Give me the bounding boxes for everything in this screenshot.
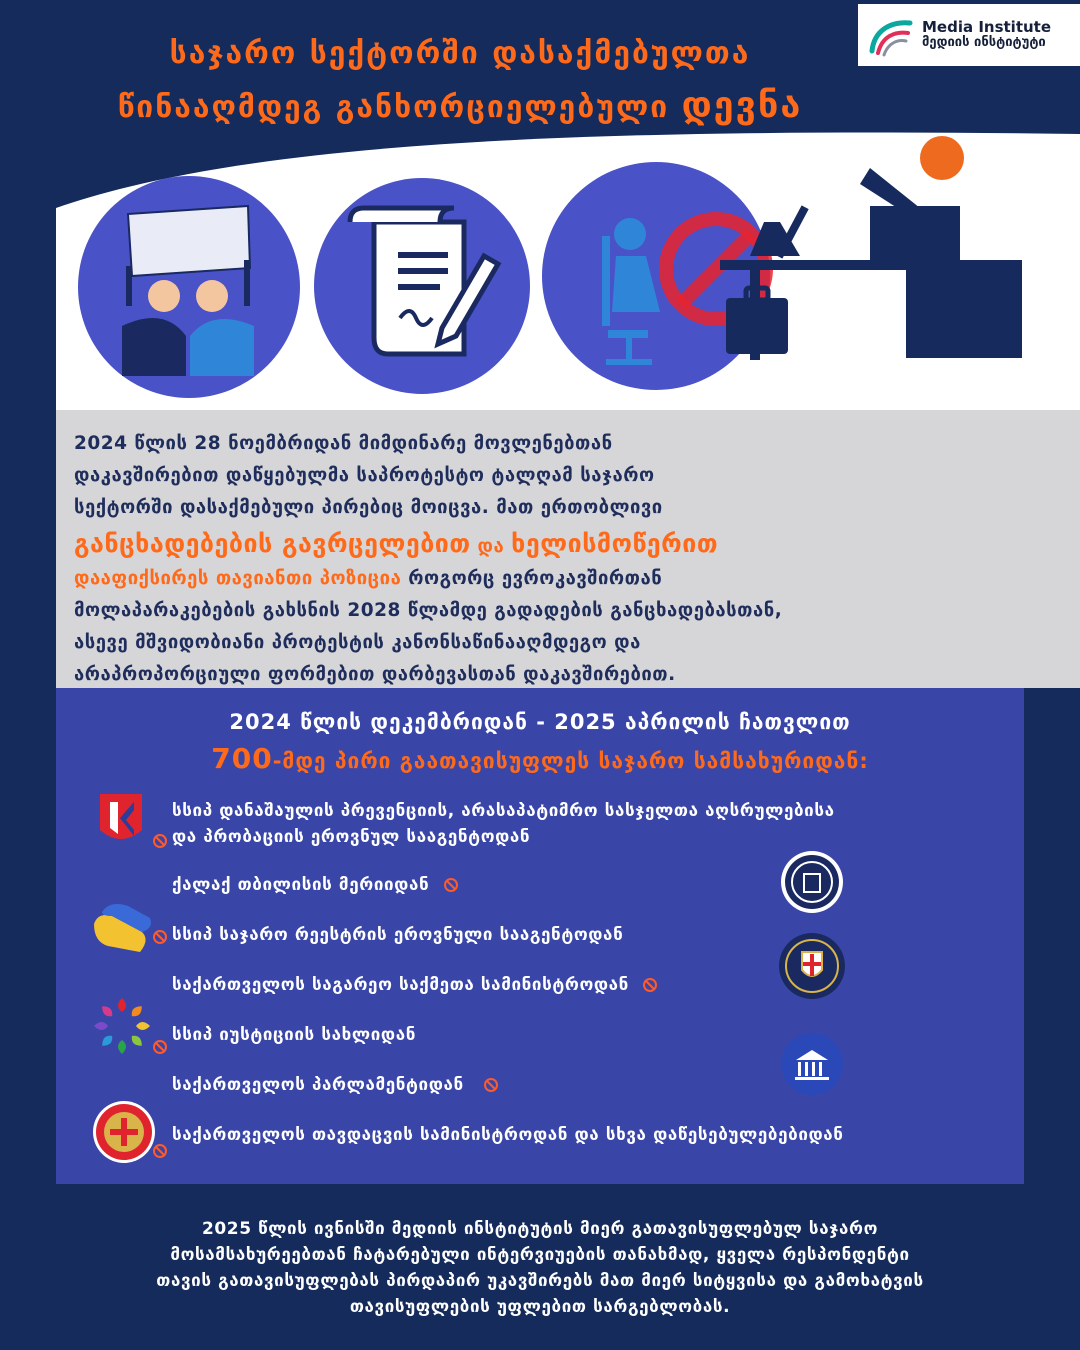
intro-line: ასევე მშვიდობიანი პროტესტის კანონსაწინააღმდეგო და [74, 632, 641, 653]
ban-icon [153, 1040, 167, 1054]
list-item-text: ქალაქ თბილისის მერიიდან [172, 875, 430, 895]
ban-icon [444, 878, 458, 892]
intro-highlight-statements: განცხადებების გავრცელებით [74, 529, 471, 558]
brand-name-en: Media Institute [922, 17, 1052, 36]
dismissals-panel [56, 688, 1024, 1184]
list-item-text: და პრობაციის ეროვნულ სააგენტოდან [172, 827, 531, 847]
ban-icon [643, 978, 657, 992]
intro-line: 2024 წლის 28 ნოემბრიდან მიმდინარე მოვლენებთან [74, 433, 613, 454]
intro-line: სექტორში დასაქმებული პირებიც მოიცვა. მათ ერთობლივი [74, 497, 663, 518]
dismissals-subheading-text: -მდე პირი გაათავისუფლეს საჯარო სამსახურიდან: [272, 749, 869, 773]
protest-illustration [78, 176, 300, 398]
footer-line: თავის გათავისუფლებას პირდაპირ უკავშირებს მათ მიერ სიტყვისა და გამოხატვის [156, 1271, 924, 1291]
list-item-parliament [172, 1072, 498, 1098]
title-line-2: წინააღმდეგ განხორციელებული [117, 90, 670, 125]
intro-panel [56, 410, 1080, 688]
title-line-1: საჯარო სექტორში დასაქმებულთა [169, 36, 751, 71]
list-item-house-of-justice [172, 1022, 416, 1048]
list-item-foreign-ministry [172, 972, 657, 998]
tbilisi-city-hall-emblem-icon [780, 850, 844, 914]
dismissals-subheading [56, 742, 1024, 775]
intro-line: დაკავშირებით დაწყებულმა საპროტესტო ტალღამ საჯარო [74, 465, 655, 486]
person-desk-icon [720, 128, 1030, 360]
parliament-logo-icon [780, 1032, 844, 1096]
dismissals-count: 700 [211, 742, 273, 775]
list-item-text: სსიპ საჯარო რეესტრის ეროვნული სააგენტოდან [172, 925, 624, 945]
media-institute-logo-icon [866, 11, 914, 59]
intro-and: და [477, 536, 505, 557]
footer-line: თავისუფლების უფლებით სარგებლობას. [349, 1297, 731, 1317]
petition-illustration [314, 178, 530, 394]
brand-name-ka: მედიის ინსტიტუტი [922, 35, 1046, 51]
list-item-text: სსიპ დანაშაულის პრევენციის, არასაპატიმრო სასჯელთა აღსრულებისა [172, 801, 835, 821]
footer-note [40, 1216, 1040, 1320]
probation-agency-emblem-icon [98, 792, 144, 848]
document-pen-icon [314, 178, 530, 394]
foreign-ministry-emblem-icon [778, 932, 846, 1000]
intro-highlight-signatures: ხელისმოწერით [511, 529, 719, 558]
intro-highlight-position: დააფიქსირეს თავიანთი პოზიცია [74, 568, 402, 589]
dismissals-heading: 2024 წლის დეკემბრიდან - 2025 აპრილის ჩათვლით [229, 710, 851, 734]
list-item-tbilisi-city-hall [172, 872, 458, 898]
title-highlight: დევნა [681, 85, 803, 126]
list-item-text: სსიპ იუსტიციის სახლიდან [172, 1025, 416, 1045]
house-of-justice-logo-icon [90, 994, 154, 1058]
list-item-probation-agency [172, 798, 835, 850]
intro-line: არაპროპორციული ფორმებით დარბევასთან დაკავშირებით. [74, 664, 676, 685]
list-item-text: საქართველოს თავდაცვის სამინისტროდან და სხვა დაწესებულებებიდან [172, 1125, 844, 1145]
ban-icon [153, 1144, 167, 1158]
intro-line: მოლაპარაკებების გახსნის 2028 წლამდე გადადების განცხადებასთან, [74, 600, 783, 621]
list-item-text: საქართველოს პარლამენტიდან [172, 1075, 464, 1095]
list-item-public-registry [172, 922, 623, 948]
protest-sign-icon [78, 176, 300, 398]
ban-icon [153, 834, 167, 848]
list-item-text: საქართველოს საგარეო საქმეთა სამინისტროდან [172, 975, 629, 995]
ban-icon [153, 930, 167, 944]
intro-line: როგორც ევროკავშირთან [408, 568, 663, 589]
defense-ministry-emblem-icon [92, 1100, 156, 1164]
media-institute-logo [858, 4, 1080, 66]
footer-line: 2025 წლის ივნისში მედიის ინსტიტუტის მიერ გათავისუფლებულ საჯარო [201, 1219, 879, 1239]
ban-icon [484, 1078, 498, 1092]
footer-line: მოსამსახურეებთან ჩატარებული ინტერვიუების თანახმად, ყველა რესპონდენტი [170, 1245, 910, 1265]
public-registry-logo-icon [88, 894, 156, 962]
intro-paragraph [74, 428, 1064, 691]
list-item-defense-ministry [172, 1122, 844, 1148]
